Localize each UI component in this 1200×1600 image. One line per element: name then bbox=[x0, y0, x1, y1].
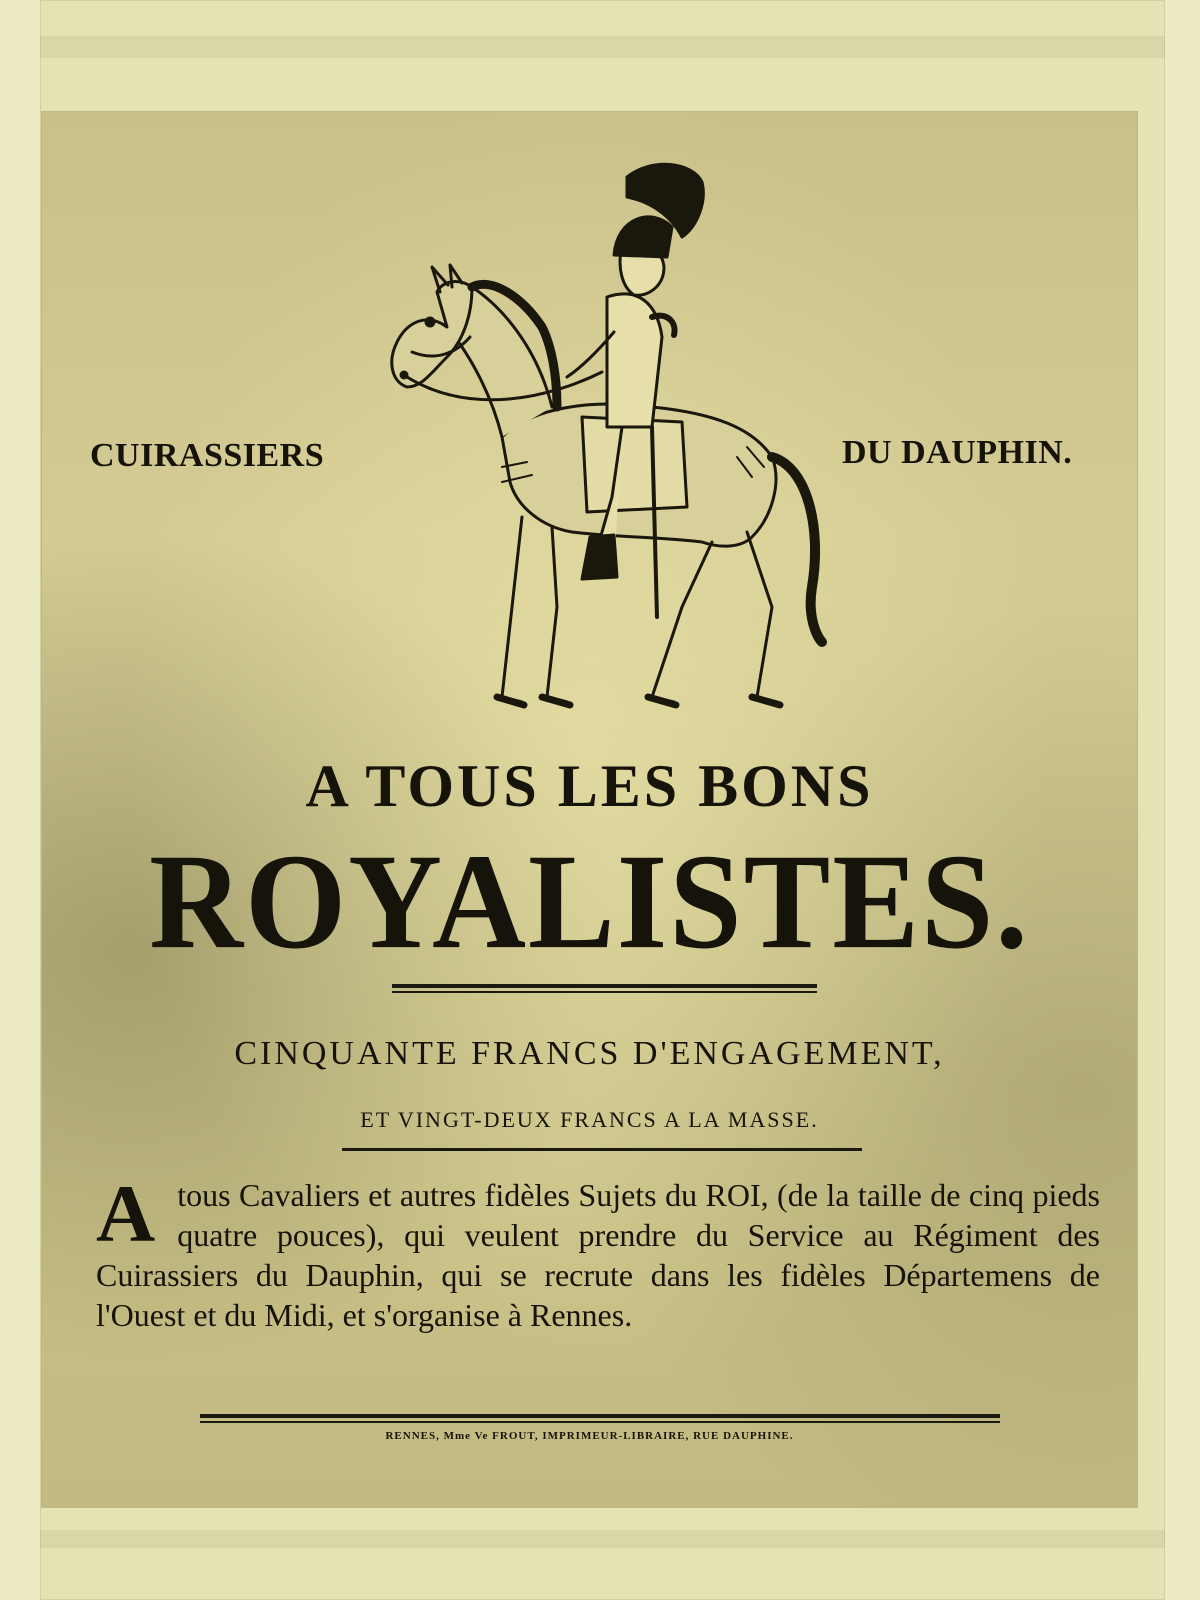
paper-fold-band bbox=[40, 36, 1165, 58]
recruitment-body-paragraph bbox=[96, 1168, 1100, 1335]
engagement-bonus-heading: CINQUANTE FRANCS D'ENGAGEMENT, bbox=[234, 1035, 945, 1072]
headline-line-1: A TOUS LES BONS bbox=[305, 753, 874, 819]
divider-rule bbox=[342, 1148, 862, 1151]
label-cuirassiers: CUIRASSIERS bbox=[90, 437, 325, 474]
headline-royalistes: ROYALISTES. bbox=[149, 826, 1030, 978]
body-paragraph-text: tous Cavaliers et autres fidèles Sujets du ROI, (de la taille de cinq pieds quatre pouces), qui veulent prendre du Service au Régiment des Cuirassiers du Dauphin, qui se recrute dans les fidèles Départemens de l'Ouest et du Midi, et s'organise à Rennes. bbox=[96, 1177, 1100, 1333]
divider-rule bbox=[200, 1421, 1000, 1423]
cuirassier-horseman-illustration bbox=[352, 137, 832, 727]
divider-rule bbox=[200, 1414, 1000, 1418]
recruitment-poster bbox=[42, 112, 1137, 1507]
divider-rule bbox=[392, 984, 817, 988]
printer-imprint: RENNES, Mme Ve FROUT, IMPRIMEUR-LIBRAIRE, RUE DAUPHINE. bbox=[385, 1430, 794, 1442]
paper-fold-band bbox=[40, 1530, 1165, 1548]
masse-bonus-heading: ET VINGT-DEUX FRANCS A LA MASSE. bbox=[360, 1107, 819, 1132]
dropcap-letter: A bbox=[96, 1168, 156, 1259]
label-du-dauphin: DU DAUPHIN. bbox=[842, 434, 1073, 471]
divider-rule bbox=[392, 991, 817, 993]
